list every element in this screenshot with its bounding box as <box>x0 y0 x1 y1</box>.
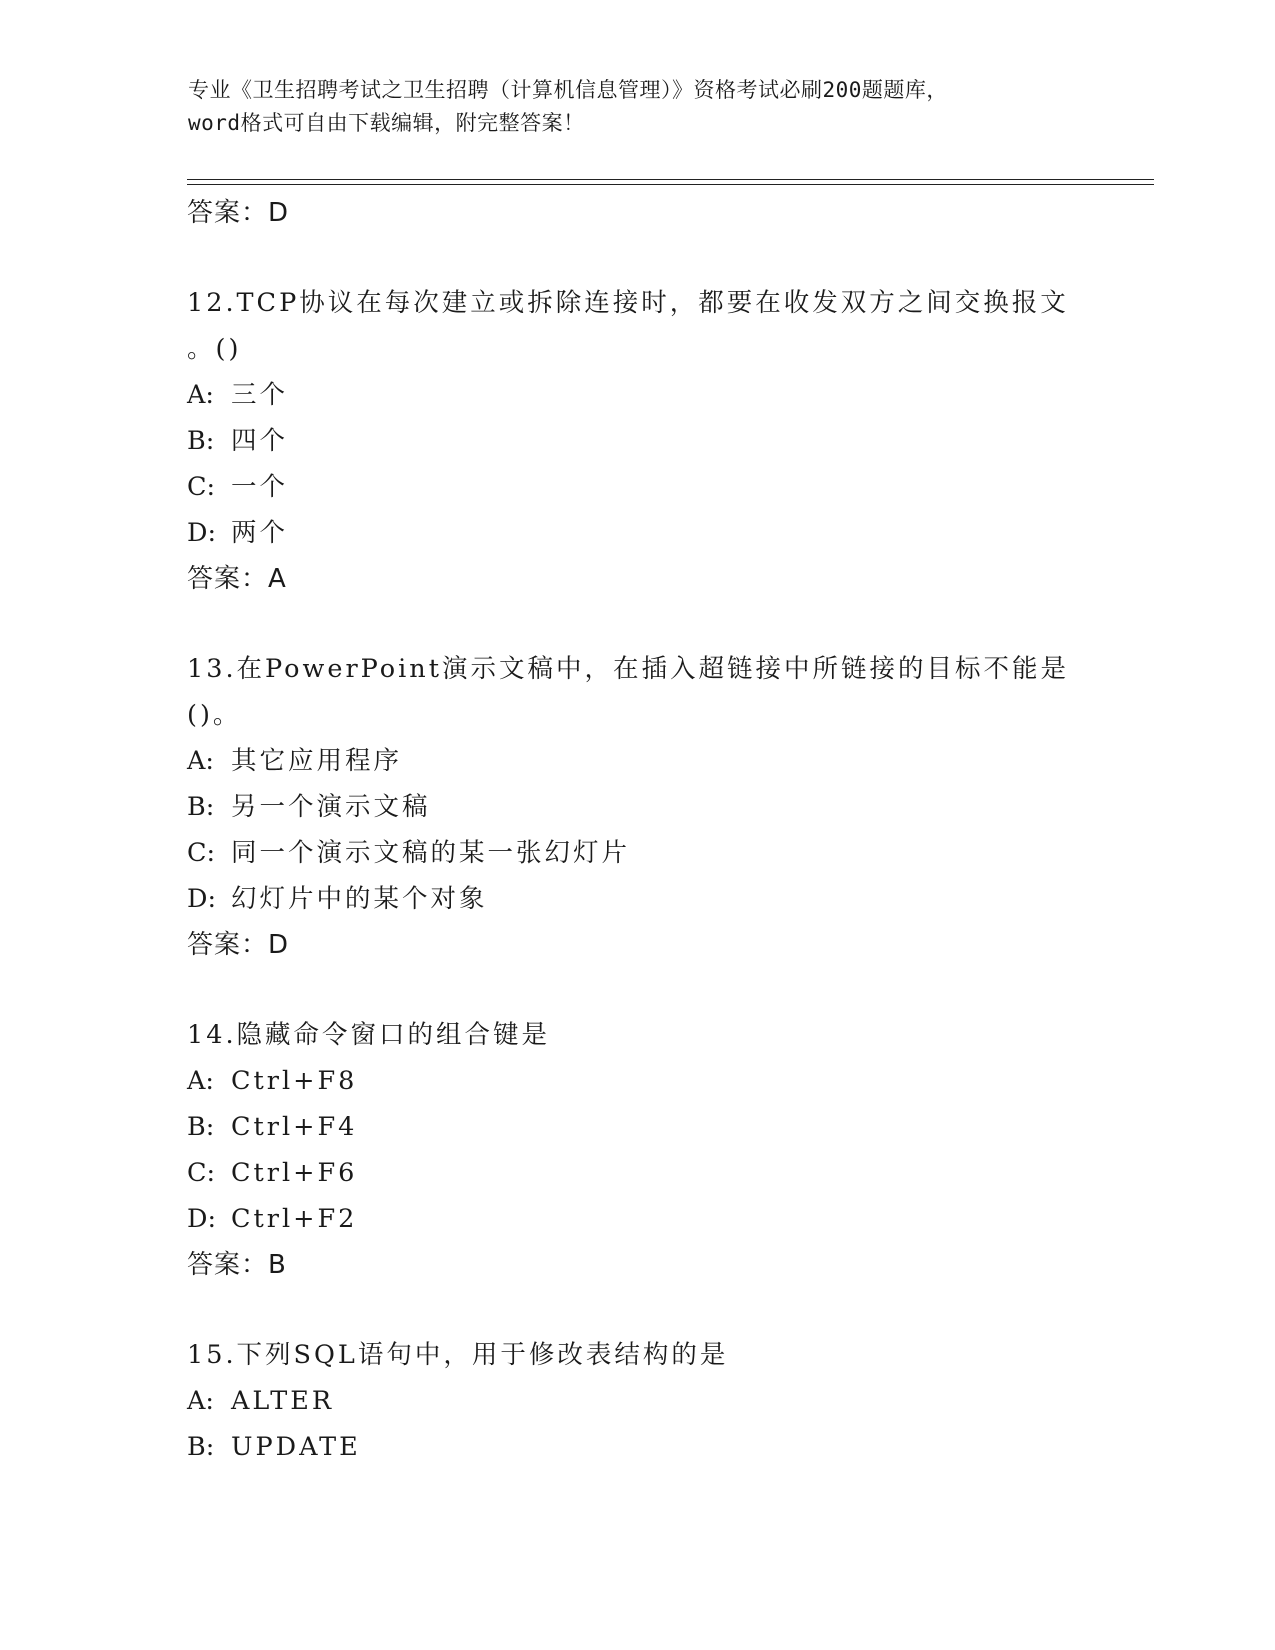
answer-line: 答案：B <box>187 1250 287 1280</box>
answer-line: 答案：D <box>187 198 290 228</box>
option-label: B: <box>187 1432 215 1462</box>
option-text: UPDATE <box>231 1432 361 1462</box>
option-text: 另一个演示文稿 <box>231 792 431 822</box>
header-line-2: word格式可自由下载编辑，附完整答案！ <box>188 111 585 135</box>
option-text: 一个 <box>231 472 289 502</box>
answer-option <box>187 1424 1167 1470</box>
option-label: C: <box>187 838 216 868</box>
question-stem-line: 。() <box>187 334 242 364</box>
option-text: Ctrl+F2 <box>231 1204 358 1234</box>
header-divider-top <box>187 179 1154 180</box>
question-stem-line: 13.在PowerPoint演示文稿中，在插入超链接中所链接的目标不能是 <box>187 654 1069 684</box>
header-line-1: 专业《卫生招聘考试之卫生招聘（计算机信息管理）》资格考试必刷200题题库， <box>188 78 948 102</box>
question-block <box>187 1332 1167 1470</box>
question-stem-line: ()。 <box>187 700 242 730</box>
question-spacer <box>187 968 1167 1012</box>
answer-option <box>187 738 1167 784</box>
option-text: 三个 <box>231 380 289 410</box>
answer-option <box>187 418 1167 464</box>
question-spacer <box>187 1288 1167 1332</box>
answer-line: 答案：D <box>187 930 290 960</box>
page-header <box>188 74 1088 140</box>
answer-line: 答案：A <box>187 564 287 594</box>
answer-option <box>187 1150 1167 1196</box>
option-label: A: <box>187 1066 215 1096</box>
answer-option <box>187 1058 1167 1104</box>
option-label: B: <box>187 1112 215 1142</box>
answer-option <box>187 1104 1167 1150</box>
option-text: ALTER <box>231 1386 335 1416</box>
answer-option <box>187 1196 1167 1242</box>
answer-option <box>187 876 1167 922</box>
option-label: C: <box>187 1158 216 1188</box>
option-text: 同一个演示文稿的某一张幻灯片 <box>231 838 631 868</box>
header-divider-bottom <box>187 184 1154 185</box>
option-label: B: <box>187 426 215 456</box>
answer-option <box>187 784 1167 830</box>
option-text: 幻灯片中的某个对象 <box>231 884 488 914</box>
option-label: D: <box>187 1204 217 1234</box>
option-label: D: <box>187 884 217 914</box>
option-label: A: <box>187 380 215 410</box>
option-label: B: <box>187 792 215 822</box>
answer-option <box>187 372 1167 418</box>
option-label: C: <box>187 472 216 502</box>
question-stem-line: 12.TCP协议在每次建立或拆除连接时，都要在收发双方之间交换报文 <box>187 288 1069 318</box>
question-stem-line: 14.隐藏命令窗口的组合键是 <box>187 1020 551 1050</box>
question-block <box>187 646 1167 968</box>
option-text: Ctrl+F4 <box>231 1112 358 1142</box>
question-spacer <box>187 602 1167 646</box>
question-block <box>187 1012 1167 1288</box>
option-text: 两个 <box>231 518 289 548</box>
option-text: 四个 <box>231 426 289 456</box>
option-label: A: <box>187 746 215 776</box>
question-block <box>187 280 1167 602</box>
option-label: D: <box>187 518 217 548</box>
option-label: A: <box>187 1386 215 1416</box>
answer-option <box>187 830 1167 876</box>
option-text: 其它应用程序 <box>231 746 403 776</box>
answer-option <box>187 1378 1167 1424</box>
answer-option <box>187 464 1167 510</box>
answer-option <box>187 510 1167 556</box>
document-body <box>187 190 1167 1470</box>
option-text: Ctrl+F6 <box>231 1158 358 1188</box>
question-spacer <box>187 236 1167 280</box>
option-text: Ctrl+F8 <box>231 1066 358 1096</box>
question-stem-line: 15.下列SQL语句中，用于修改表结构的是 <box>187 1340 729 1370</box>
